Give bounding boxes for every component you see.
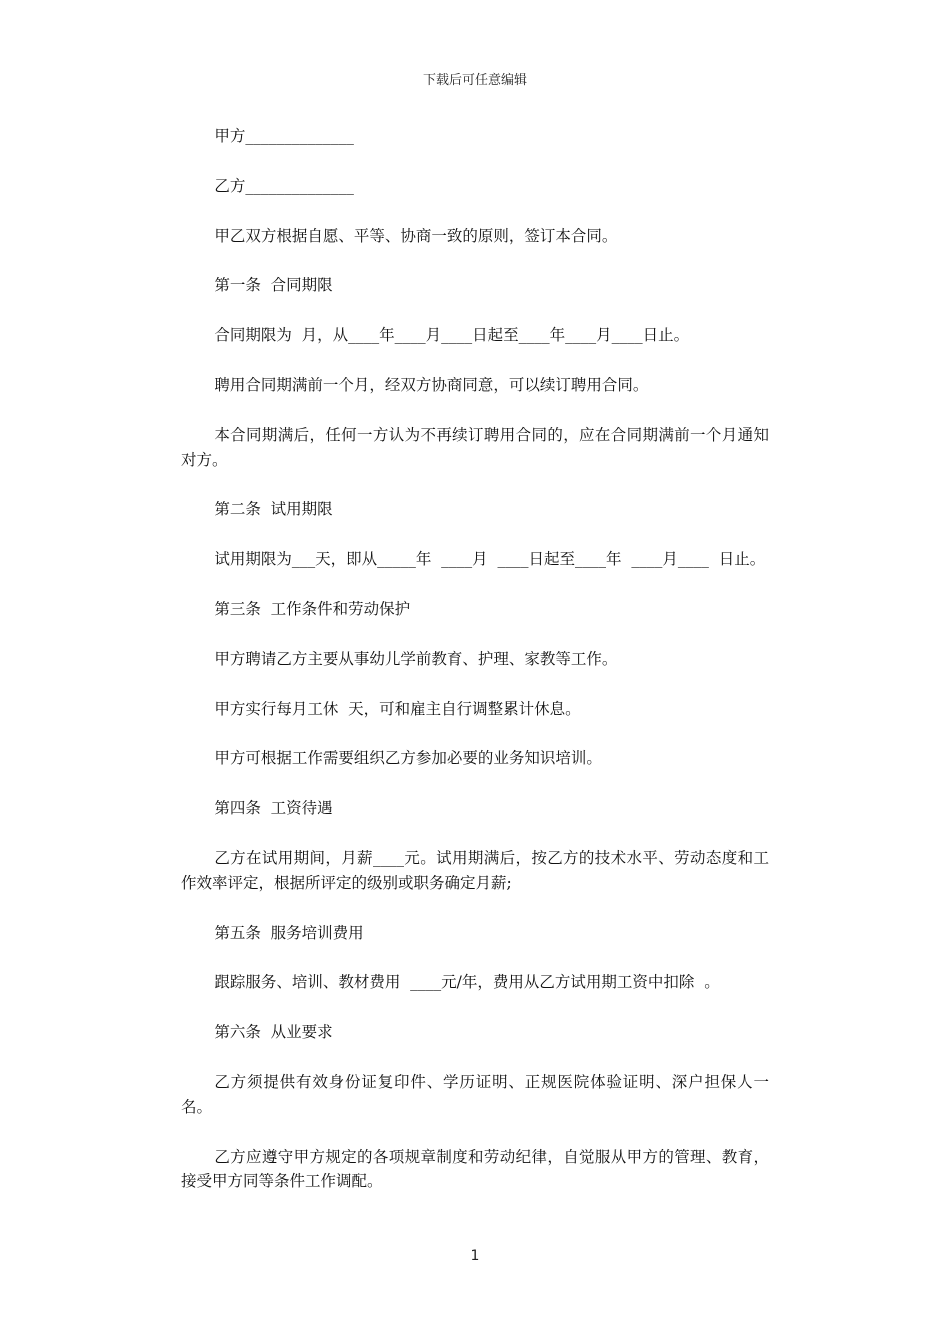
contract-term-paragraph: 合同期限为 月，从____年____月____日起至____年____月____日止。	[214, 326, 690, 345]
rules-compliance-paragraph: 乙方应遵守甲方规定的各项规章制度和劳动纪律，自觉服从甲方的管理、教育，接受甲方同等条件工作调配。	[181, 1147, 769, 1191]
article-4-heading: 第四条 工资待遇	[214, 799, 333, 818]
renewal-paragraph: 聘用合同期满前一个月，经双方协商同意，可以续订聘用合同。	[214, 375, 649, 394]
probation-term-paragraph: 试用期限为___天，即从_____年 ____月 ____日起至____年 ____月____ 日止。	[214, 550, 766, 569]
article-2-heading: 第二条 试用期限	[214, 500, 333, 519]
party-b-line: 乙方______________	[214, 176, 354, 195]
page-number: 1	[470, 1248, 480, 1264]
rest-days-paragraph: 甲方实行每月工休 天，可和雇主自行调整累计休息。	[214, 699, 581, 718]
article-5-heading: 第五条 服务培训费用	[214, 923, 364, 942]
document-body	[181, 124, 769, 1219]
page-header: 下载后可任意编辑	[422, 73, 527, 88]
training-paragraph: 甲方可根据工作需要组织乙方参加必要的业务知识培训。	[214, 749, 602, 768]
party-a-line: 甲方______________	[214, 127, 354, 145]
article-6-heading: 第六条 从业要求	[214, 1023, 333, 1042]
expiry-notice-paragraph: 本合同期满后，任何一方认为不再续订聘用合同的，应在合同期满前一个月通知对方。	[181, 425, 769, 469]
salary-paragraph: 乙方在试用期间，月薪____元。试用期满后，按乙方的技术水平、劳动态度和工作效率评定，根据所评定的级别或职务确定月薪;	[181, 848, 769, 892]
job-duties-paragraph: 甲方聘请乙方主要从事幼儿学前教育、护理、家教等工作。	[214, 649, 618, 668]
documents-requirement-paragraph: 乙方须提供有效身份证复印件、学历证明、正规医院体验证明、深户担保人一名。	[181, 1072, 769, 1116]
article-1-heading: 第一条 合同期限	[214, 276, 333, 295]
article-3-heading: 第三条 工作条件和劳动保护	[214, 599, 411, 618]
training-fee-paragraph: 跟踪服务、培训、教材费用 ____元/年，费用从乙方试用期工资中扣除 。	[214, 973, 720, 992]
preamble-paragraph: 甲乙双方根据自愿、平等、协商一致的原则，签订本合同。	[214, 226, 618, 245]
